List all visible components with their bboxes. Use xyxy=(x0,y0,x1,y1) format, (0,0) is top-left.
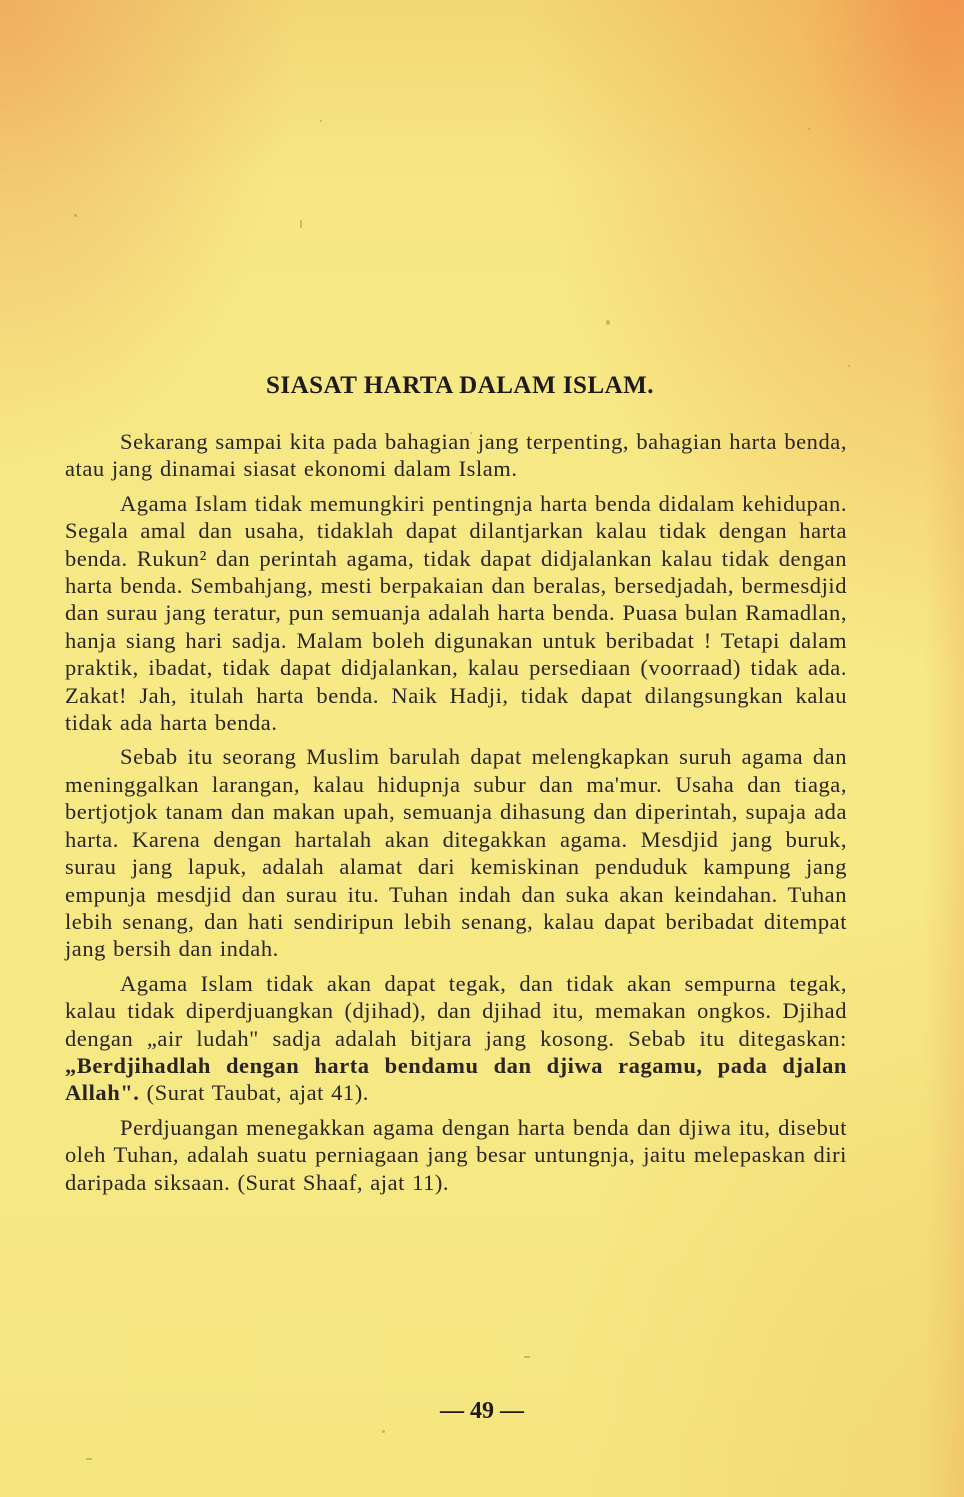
paragraph: Agama Islam tidak memungkiri pentingnja harta benda didalam kehidupan. Segala amal dan usaha, tidaklah dapat dilantjarkan kalau tidak dengan harta benda. Rukun² dan perintah agama, tidak dapat didjalankan kalau tidak dengan harta benda. Sembahjang, mesti berpakaian dan beralas, bersedjadah, bermesdjid dan surau jang teratur, pun semuanja adalah harta benda. Puasa bulan Ramadlan, hanja siang hari sadja. Malam boleh digunakan untuk beribadat ! Tetapi dalam praktik, ibadat, tidak dapat didjalankan, kalau persediaan (voorraad) tidak ada. Zakat! Jah, itulah harta benda. Naik Hadji, tidak dapat dilangsungkan kalau tidak ada harta benda. xyxy=(65,490,847,736)
paper-speck xyxy=(86,1458,92,1460)
paper-speck xyxy=(808,128,810,130)
paper-speck xyxy=(382,1430,385,1433)
paper-speck xyxy=(524,1356,530,1358)
page-edge-shading xyxy=(924,0,964,1497)
paragraph-text: (Surat Taubat, ajat 41). xyxy=(139,1080,369,1106)
paper-speck xyxy=(848,365,850,367)
chapter-title: SIASAT HARTA DALAM ISLAM. xyxy=(265,372,655,399)
paragraph: Sebab itu seorang Muslim barulah dapat melengkapkan suruh agama dan meninggalkan larangan, kalau hidupnja subur dan ma'mur. Usaha dan tiaga, bertjotjok tanam dan makan upah, semuanja dihasung dan diperintah, supaja ada harta. Karena dengan hartalah akan ditegakkan agama. Mesdjid jang buruk, surau jang lapuk, adalah alamat dari kemiskinan penduduk kampung jang empunja mesdjid dan surau itu. Tuhan indah dan suka akan keindahan. Tuhan lebih senang, dan hati sendiripun lebih senang, kalau dapat beribadat ditempat jang bersih dan indah. xyxy=(65,744,847,962)
paper-speck xyxy=(606,320,610,325)
paragraph xyxy=(65,970,847,1107)
paragraph-text: Agama Islam tidak akan dapat tegak, dan tidak akan sempurna tegak, kalau tidak diperdjuangkan (djihad), dan djihad itu, memakan ongkos. Djihad dengan „air ludah" sadja adalah bitjara jang kosong. Sebab itu ditegaskan: xyxy=(65,970,847,1051)
paper-speck xyxy=(300,220,302,228)
paper-speck xyxy=(320,120,322,122)
paragraph: Perdjuangan menegakkan agama dengan harta benda dan djiwa itu, disebut oleh Tuhan, adalah suatu perniagaan jang besar untungnja, jaitu melepaskan diri daripada siksaan. (Surat Shaaf, ajat 11). xyxy=(65,1114,847,1195)
page-number: — 49 — xyxy=(440,1398,524,1424)
page-content xyxy=(65,372,847,1203)
paper-speck xyxy=(74,214,77,217)
quran-quote: „Berdjihadlah dengan harta bendamu dan djiwa ragamu, pada djalan Allah". xyxy=(65,1052,847,1106)
paragraph: Sekarang sampai kita pada bahagian jang terpenting, bahagian harta benda, atau jang dinamai siasat ekonomi dalam Islam. xyxy=(65,429,847,482)
